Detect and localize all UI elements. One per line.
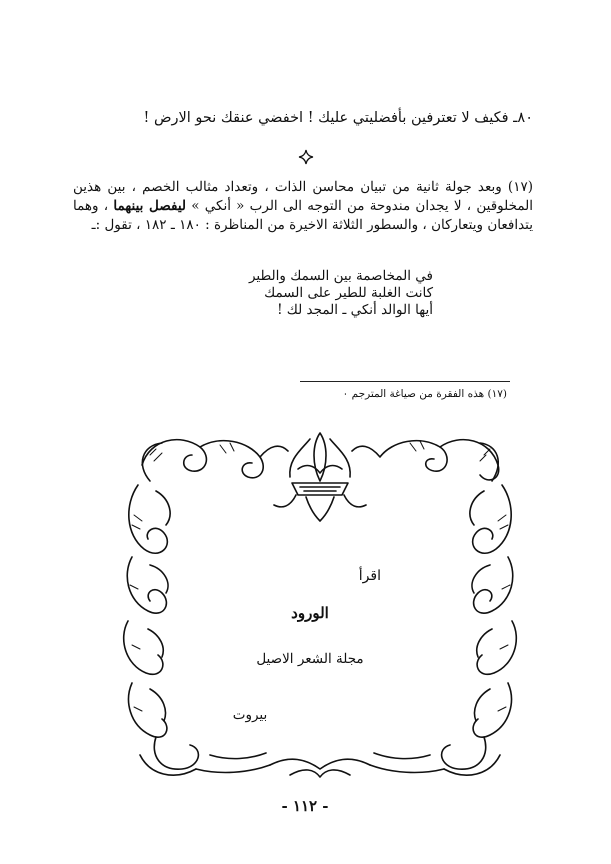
verse-line: أيها الوالد أنكي ـ المجد لك ! xyxy=(277,302,433,318)
paragraph-text-1: وبعد جولة ثانية من تبيان محاسن الذات ، وتعداد مثالب الخصم ، بين هذين المخلوقين ، لا يجدان مندوحة من التوجه الى الرب « أنكي » xyxy=(73,179,533,214)
paragraph-text-2: ، وهما يتدافعان ويتعاركان ، والسطور الثلاثة الاخيرة من المناظرة : ١٨٠ ـ ١٨٢ ، تقول :ـ xyxy=(73,198,533,233)
magazine-city: بيروت xyxy=(232,707,268,723)
verse-line: في المخاصمة بين السمك والطير xyxy=(248,268,433,284)
magazine-name: الورود xyxy=(291,604,329,622)
verse-block xyxy=(133,268,433,319)
main-paragraph xyxy=(73,178,533,235)
footnote: (١٧) هذه الفقرة من صياغة المترجم ٠ xyxy=(342,388,507,400)
verse-line-80: ٨٠ـ فكيف لا تعترفين بأفضليتي عليك ! اخفضي عنقك نحو الارض ! xyxy=(143,110,533,126)
advert-read: اقرأ xyxy=(358,568,381,584)
four-point-star-icon xyxy=(298,149,314,165)
footnote-reference: (١٧) xyxy=(507,179,533,195)
page-number: - ١١٢ - xyxy=(281,797,329,815)
paragraph-bold-text: ليفصل بينهما xyxy=(113,198,187,214)
verse-line: كانت الغلبة للطير على السمك xyxy=(264,285,433,301)
footnote-divider xyxy=(300,381,510,382)
magazine-subtitle: مجلة الشعر الاصيل xyxy=(256,651,364,667)
ornamental-frame-icon xyxy=(120,425,520,780)
